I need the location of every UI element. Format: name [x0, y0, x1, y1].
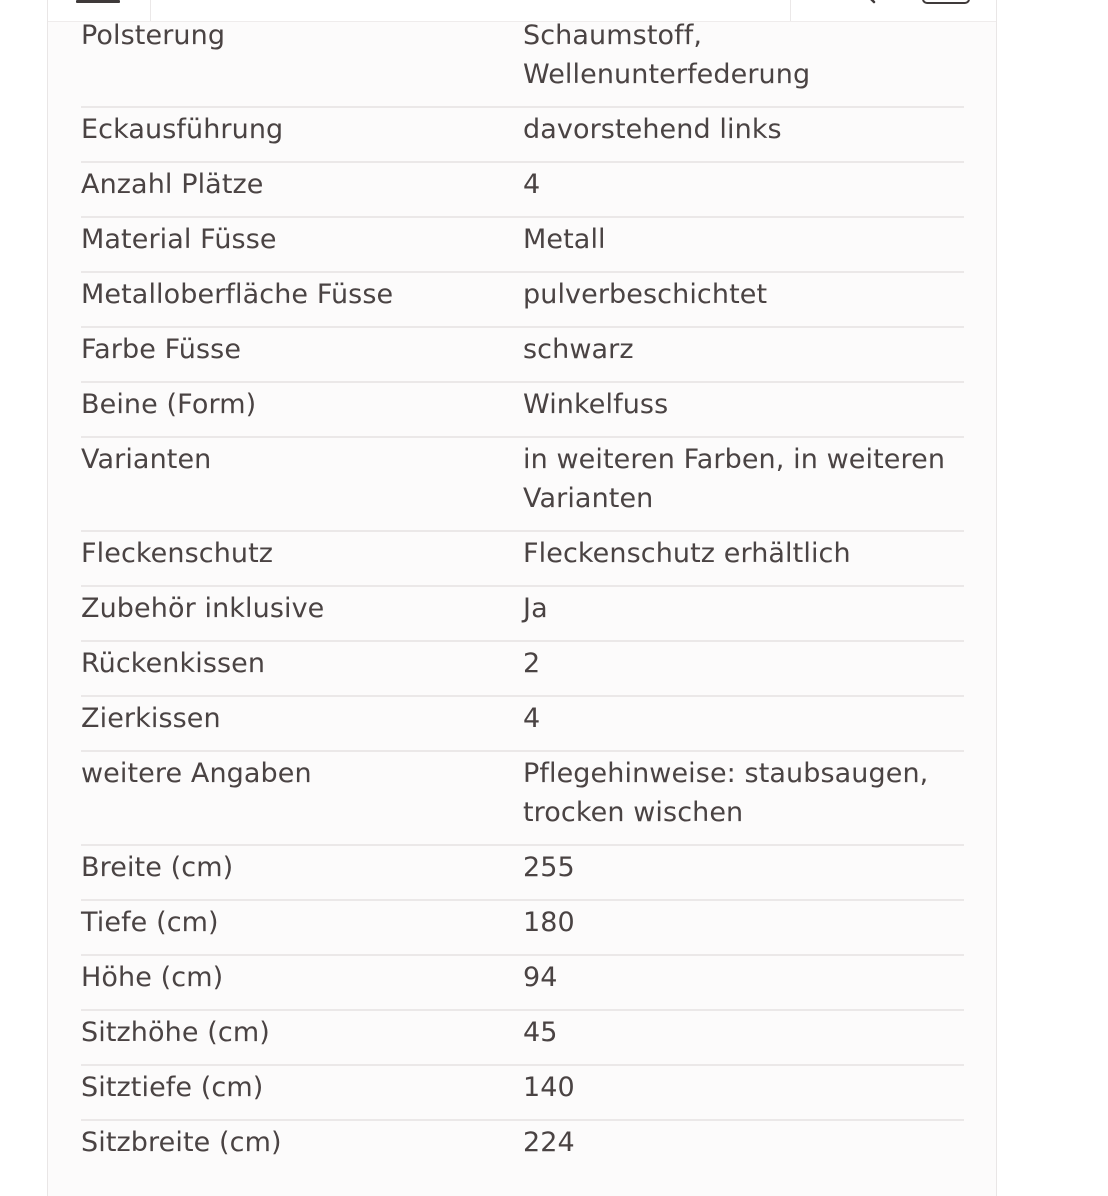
spec-label: Rückenkissen	[81, 648, 266, 679]
spec-value: Pflegehinweise: staubsaugen, trocken wischen	[523, 758, 929, 828]
spec-row	[81, 697, 964, 752]
spec-label: Material Füsse	[81, 224, 277, 255]
spec-label: Metalloberfläche Füsse	[81, 279, 394, 310]
spec-label: Anzahl Plätze	[81, 169, 264, 200]
spec-row	[81, 846, 964, 901]
spec-row	[81, 328, 964, 383]
spec-label: Höhe (cm)	[81, 962, 224, 993]
spec-row	[81, 218, 964, 273]
spec-value: in weiteren Farben, in weiteren Varianten	[523, 444, 946, 514]
spec-value: 94	[523, 962, 558, 993]
spec-value: 4	[523, 169, 541, 200]
spec-value: 224	[523, 1127, 575, 1158]
spec-value: davorstehend links	[523, 114, 782, 145]
spec-value: 255	[523, 852, 575, 883]
menu-icon[interactable]	[76, 0, 120, 3]
spec-label: Polsterung	[81, 20, 226, 51]
spec-value: schwarz	[523, 334, 634, 365]
spec-label: Zierkissen	[81, 703, 221, 734]
spec-label: Farbe Füsse	[81, 334, 242, 365]
spec-value: Ja	[523, 593, 548, 624]
spec-row	[81, 752, 964, 846]
spec-value: Metall	[523, 224, 606, 255]
spec-label: Zubehör inklusive	[81, 593, 325, 624]
spec-label: Fleckenschutz	[81, 538, 274, 569]
spec-row	[81, 163, 964, 218]
spec-value: 4	[523, 703, 541, 734]
spec-value: Fleckenschutz erhältlich	[523, 538, 851, 569]
spec-row	[81, 1066, 964, 1121]
spec-label: Tiefe (cm)	[81, 907, 219, 938]
spec-row	[81, 587, 964, 642]
spec-row	[81, 1011, 964, 1066]
spec-row	[81, 438, 964, 532]
spec-label: Breite (cm)	[81, 852, 234, 883]
spec-value: Schaumstoff, Wellenunterfederung	[523, 20, 811, 90]
spec-row	[81, 532, 964, 587]
spec-label: Sitzbreite (cm)	[81, 1127, 282, 1158]
spec-value: 180	[523, 907, 575, 938]
spec-row	[81, 642, 964, 697]
spec-label: weitere Angaben	[81, 758, 312, 789]
spec-value: pulverbeschichtet	[523, 279, 768, 310]
spec-row	[81, 108, 964, 163]
spec-label: Varianten	[81, 444, 212, 475]
spec-value: 45	[523, 1017, 558, 1048]
spec-row	[81, 273, 964, 328]
spec-row	[81, 383, 964, 438]
cart-icon[interactable]	[922, 0, 970, 4]
product-details-panel	[47, 0, 997, 1196]
search-icon[interactable]	[848, 0, 878, 4]
spec-row	[81, 901, 964, 956]
spec-value: 140	[523, 1072, 575, 1103]
spec-label: Sitzhöhe (cm)	[81, 1017, 270, 1048]
spec-row	[81, 14, 964, 108]
spec-label: Eckausführung	[81, 114, 284, 145]
spec-row	[81, 956, 964, 1011]
spec-table	[81, 14, 964, 1174]
spec-label: Sitztiefe (cm)	[81, 1072, 264, 1103]
spec-label: Beine (Form)	[81, 389, 257, 420]
spec-value: 2	[523, 648, 541, 679]
spec-row	[81, 1121, 964, 1174]
spec-value: Winkelfuss	[523, 389, 669, 420]
